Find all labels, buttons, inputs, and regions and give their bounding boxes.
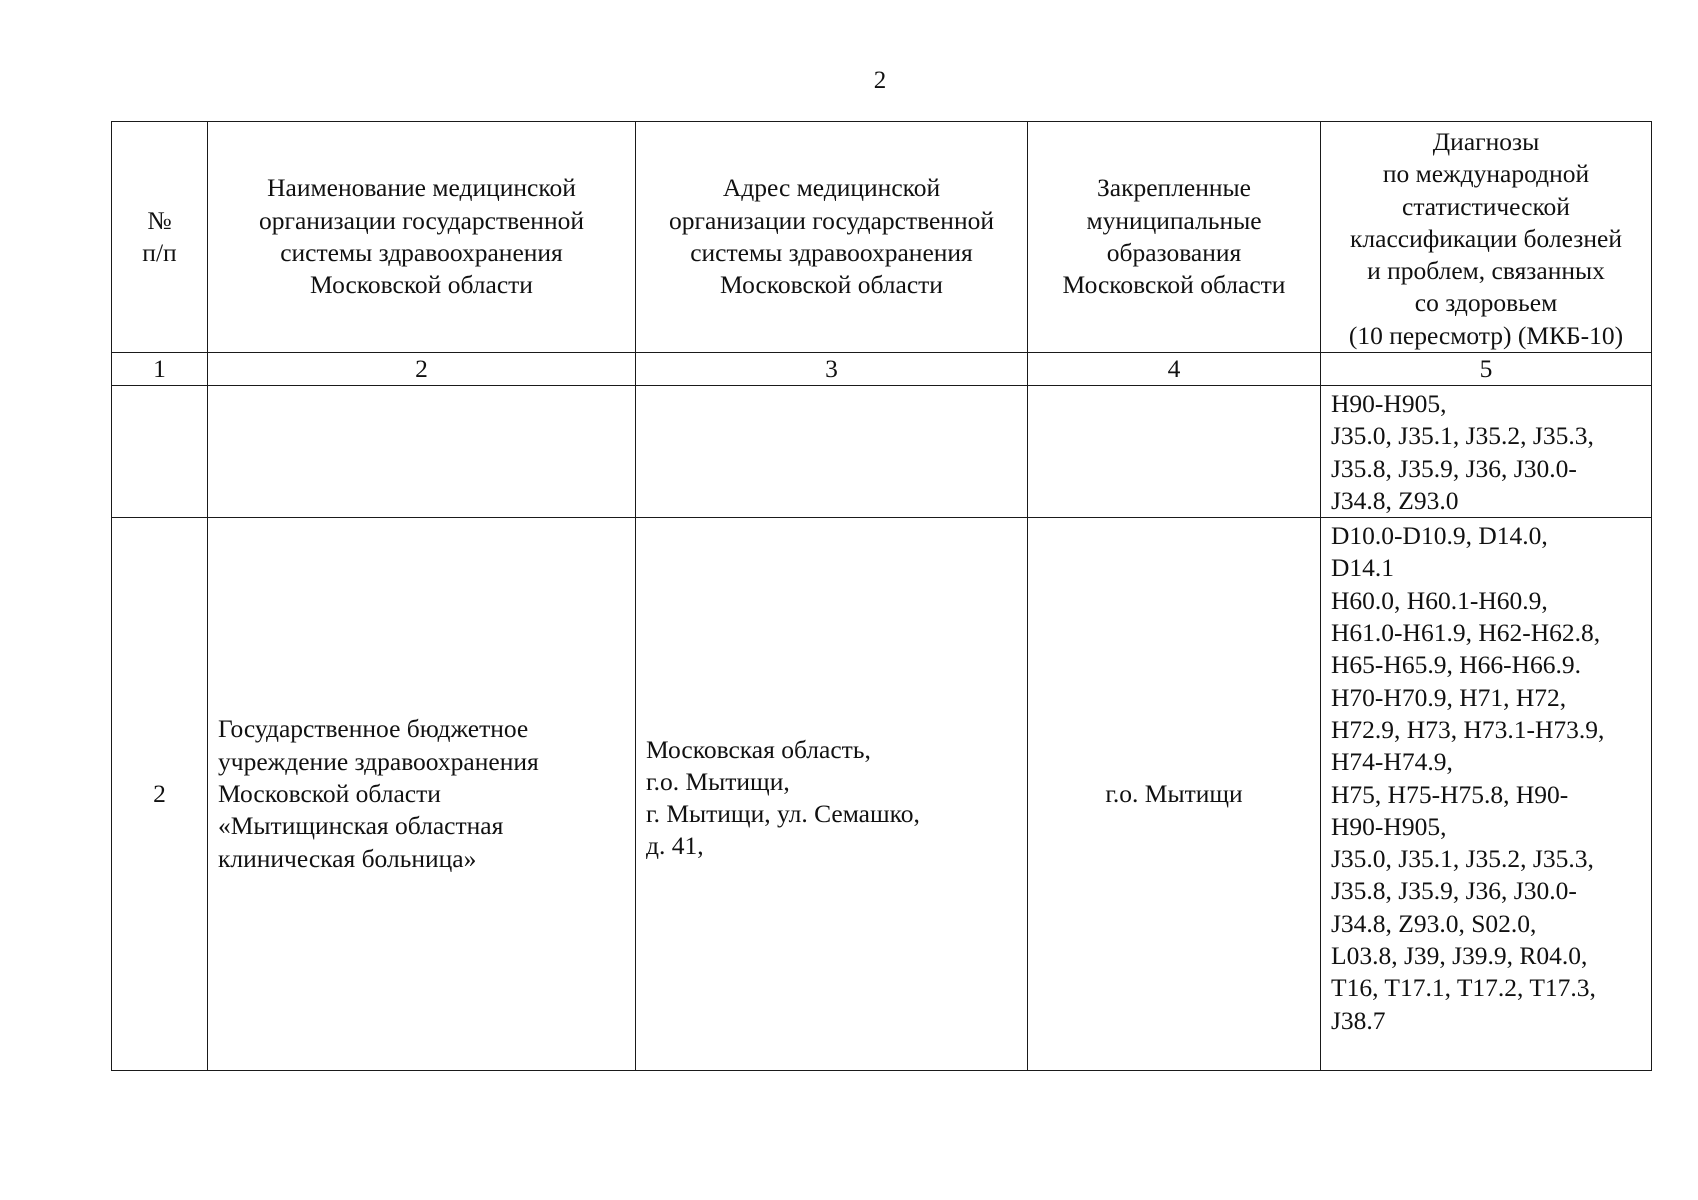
- diagnosis-line: H70-H70.9, H71, H72,: [1331, 682, 1567, 712]
- continuation-diagnoses-cell: [1321, 386, 1652, 518]
- header-line: статистической: [1402, 191, 1570, 221]
- column-number: 4: [1028, 353, 1321, 386]
- municipality-cell: г.о. Мытищи: [1028, 518, 1321, 1071]
- header-line: Московской области: [720, 270, 943, 300]
- header-line: образования: [1106, 238, 1242, 267]
- organization-name-line: «Мытищинская областная: [218, 811, 504, 841]
- header-line: Московской области: [1062, 270, 1286, 300]
- organization-name-line: Московской области: [218, 779, 441, 809]
- organization-name-line: Государственное бюджетное: [218, 714, 529, 744]
- header-line: организации государственной: [668, 205, 994, 235]
- organization-name-line: учреждение здравоохранения: [218, 746, 539, 776]
- header-line: Диагнозы: [1432, 126, 1540, 156]
- header-diagnoses: [1321, 122, 1652, 353]
- diagnosis-line: T16, T17.1, T17.2, T17.3,: [1331, 973, 1596, 1003]
- diagnosis-line: J34.8, Z93.0: [1331, 485, 1459, 515]
- diagnosis-line: J35.0, J35.1, J35.2, J35.3,: [1331, 844, 1594, 874]
- diagnosis-line: J35.0, J35.1, J35.2, J35.3,: [1331, 421, 1594, 451]
- column-number: 1: [112, 353, 208, 386]
- diagnosis-line: J35.8, J35.9, J36, J30.0-: [1331, 876, 1577, 906]
- column-number-row: [112, 353, 1652, 386]
- diagnoses-cell: [1321, 518, 1652, 1071]
- diagnosis-line: D10.0-D10.9, D14.0,: [1331, 521, 1548, 551]
- header-line: Московской области: [310, 270, 533, 300]
- header-line: Адрес медицинской: [722, 173, 941, 203]
- header-organization-address: [636, 122, 1028, 353]
- diagnosis-line: D14.1: [1331, 553, 1395, 583]
- page-number: 2: [873, 67, 887, 94]
- header-line: системы здравоохранения: [690, 238, 973, 267]
- table-row: [112, 386, 1652, 518]
- header-line: организации государственной: [258, 205, 584, 235]
- cell-empty: [636, 386, 1028, 518]
- header-line: муниципальные: [1086, 205, 1262, 235]
- header-line: со здоровьем: [1414, 288, 1558, 318]
- diagnosis-line: H61.0-H61.9, H62-H62.8,: [1331, 618, 1601, 648]
- diagnosis-line: H90-H905,: [1331, 811, 1447, 841]
- cell-empty: [208, 386, 636, 518]
- column-number: 5: [1321, 353, 1652, 386]
- diagnosis-line: H74-H74.9,: [1331, 747, 1453, 777]
- header-line: по международной: [1382, 159, 1590, 189]
- column-number: 2: [208, 353, 636, 386]
- diagnosis-line: H72.9, H73, H73.1-H73.9,: [1331, 714, 1605, 744]
- medical-organizations-table: [111, 121, 1652, 1071]
- address-line: г. Мытищи, ул. Семашко,: [646, 799, 920, 829]
- header-line: системы здравоохранения: [280, 238, 563, 267]
- header-number: [112, 122, 208, 353]
- header-organization-name: [208, 122, 636, 353]
- diagnosis-line: J38.7: [1331, 1005, 1386, 1035]
- organization-name-cell: [208, 518, 636, 1071]
- header-number-line: №: [147, 205, 172, 235]
- diagnosis-line: H75, H75-H75.8, H90-: [1331, 779, 1569, 809]
- diagnosis-line: H90-H905,: [1331, 389, 1447, 418]
- header-line: классификации болезней: [1350, 223, 1622, 253]
- header-line: (10 пересмотр) (МКБ-10): [1348, 320, 1624, 350]
- cell-empty: [112, 386, 208, 518]
- address-line: г.о. Мытищи,: [646, 766, 790, 796]
- header-municipalities: [1028, 122, 1321, 353]
- address-line: д. 41,: [646, 831, 704, 861]
- diagnosis-line: J35.8, J35.9, J36, J30.0-: [1331, 453, 1577, 483]
- table-row: [112, 518, 1652, 1071]
- header-line: Наименование медицинской: [267, 173, 576, 203]
- table-header-row: [112, 122, 1652, 353]
- diagnosis-line: H65-H65.9, H66-H66.9.: [1331, 650, 1582, 680]
- diagnosis-line: J34.8, Z93.0, S02.0,: [1331, 908, 1537, 938]
- header-number-line: п/п: [142, 238, 177, 267]
- cell-empty: [1028, 386, 1321, 518]
- column-number: 3: [636, 353, 1028, 386]
- diagnosis-line: H60.0, H60.1-H60.9,: [1331, 585, 1548, 615]
- diagnosis-line: L03.8, J39, J39.9, R04.0,: [1331, 941, 1588, 971]
- entry-number: 2: [112, 518, 208, 1071]
- header-line: и проблем, связанных: [1367, 256, 1605, 286]
- address-line: Московская область,: [646, 734, 871, 764]
- header-line: Закрепленные: [1097, 173, 1251, 203]
- organization-address-cell: [636, 518, 1028, 1071]
- organization-name-line: клиническая больница»: [218, 843, 477, 873]
